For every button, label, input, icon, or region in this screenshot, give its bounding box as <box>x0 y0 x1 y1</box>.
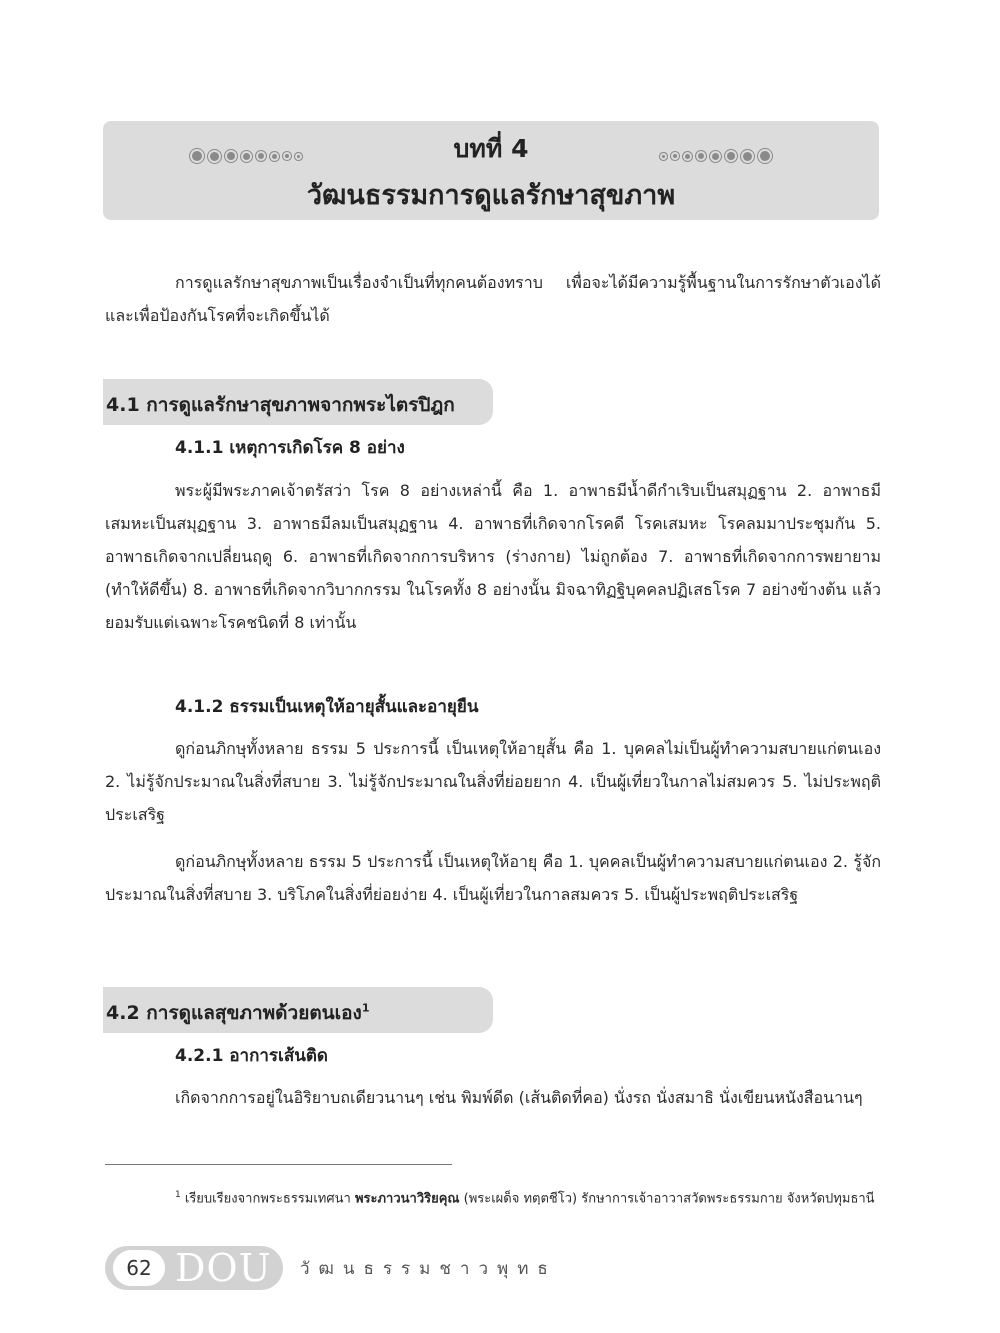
decorative-dots-right <box>658 146 774 166</box>
paragraph-4-1-2-a: ดูก่อนภิกษุทั้งหลาย ธรรม 5 ประการนี้ เป็นเหตุให้อายุสั้น คือ 1. บุคคลไม่เป็นผู้ทำความสบายแก่ตนเอง 2. ไม่รู้จักประมาณในสิ่งที่สบาย 3. ไม่รู้จักประมาณในสิ่งที่ย่อยยาก 4. เป็นผู้เที่ยวในกาลไม่สมควร 5. ไม่ประพฤติประเสริฐ <box>105 739 881 824</box>
footnote-text-pre: เรียบเรียงจากพระธรรมเทศนา <box>184 1191 355 1207</box>
section-heading-4-2-text: 4.2 การดูแลสุขภาพด้วยตนเอง <box>106 1002 362 1024</box>
chapter-number: บทที่ 4 <box>453 134 529 163</box>
footnote-reference: 1 <box>361 1001 370 1015</box>
section-heading-4-1 <box>103 379 493 425</box>
brand-logo-text: DOU <box>175 1246 272 1290</box>
section-heading-4-2-label <box>106 998 370 1028</box>
running-title: วัฒนธรรมชาวพุทธ <box>300 1259 557 1279</box>
footnote <box>105 1182 905 1212</box>
page-number: 62 <box>113 1250 165 1286</box>
footnote-text-post: (พระเผด็จ ทตฺตชีโว) รักษาการเจ้าอาวาสวัดพระธรรมกาย จังหวัดปทุมธานี <box>459 1191 875 1207</box>
footnote-author: พระภาวนาวิริยคุณ <box>354 1191 460 1207</box>
chapter-header <box>103 121 879 220</box>
section-heading-4-1-label: 4.1 การดูแลรักษาสุขภาพจากพระไตรปิฎก <box>106 394 455 416</box>
footnote-divider <box>105 1164 452 1165</box>
page-footer-badge <box>105 1246 283 1290</box>
subsection-heading-4-1-2: 4.1.2 ธรรมเป็นเหตุให้อายุสั้นและอายุยืน <box>175 697 479 717</box>
intro-paragraph: การดูแลรักษาสุขภาพเป็นเรื่องจำเป็นที่ทุกคนต้องทราบ เพื่อจะได้มีความรู้พื้นฐานในการรักษาตัวเองได้ และเพื่อป้องกันโรคที่จะเกิดขึ้นได้ <box>105 273 881 325</box>
footnote-marker: 1 <box>175 1190 181 1200</box>
section-heading-4-2 <box>103 987 493 1033</box>
chapter-title: วัฒนธรรมการดูแลรักษาสุขภาพ <box>306 180 676 211</box>
paragraph-4-1-2-b: ดูก่อนภิกษุทั้งหลาย ธรรม 5 ประการนี้ เป็นเหตุให้อายุ คือ 1. บุคคลเป็นผู้ทำความสบายแก่ตนเอง 2. รู้จักประมาณในสิ่งที่สบาย 3. บริโภคในสิ่งที่ย่อยง่าย 4. เป็นผู้เที่ยวในกาลสมควร 5. เป็นผู้ประพฤติประเสริฐ <box>105 852 881 904</box>
paragraph-4-1-1: พระผู้มีพระภาคเจ้าตรัสว่า โรค 8 อย่างเหล่านี้ คือ 1. อาพาธมีน้ำดีกำเริบเป็นสมุฏฐาน 2. อาพาธมีเสมหะเป็นสมุฏฐาน 3. อาพาธมีลมเป็นสมุฏฐาน 4. อาพาธที่เกิดจากโรคดี โรคเสมหะ โรคลมมาประชุมกัน 5. อาพาธเกิดจากเปลี่ยนฤดู 6. อาพาธที่เกิดจากการบริหาร (ร่างกาย) ไม่ถูกต้อง 7. อาพาธที่เกิดจากการพยายาม (ทำให้ดีขึ้น) 8. อาพาธที่เกิดจากวิบากกรรม ในโรคทั้ง 8 อย่างนั้น มิจฉาทิฏฐิบุคคลปฏิเสธโรค 7 อย่างข้างต้น แล้วยอมรับแต่เฉพาะโรคชนิดที่ 8 เท่านั้น <box>105 481 881 632</box>
subsection-heading-4-2-1: 4.2.1 อาการเส้นติด <box>175 1046 328 1066</box>
paragraph-4-2-1: เกิดจากการอยู่ในอิริยาบถเดียวนานๆ เช่น พิมพ์ดีด (เส้นติดที่คอ) นั่งรถ นั่งสมาธิ นั่งเขียนหนังสือนานๆ <box>175 1088 863 1107</box>
subsection-heading-4-1-1: 4.1.1 เหตุการเกิดโรค 8 อย่าง <box>175 438 405 458</box>
